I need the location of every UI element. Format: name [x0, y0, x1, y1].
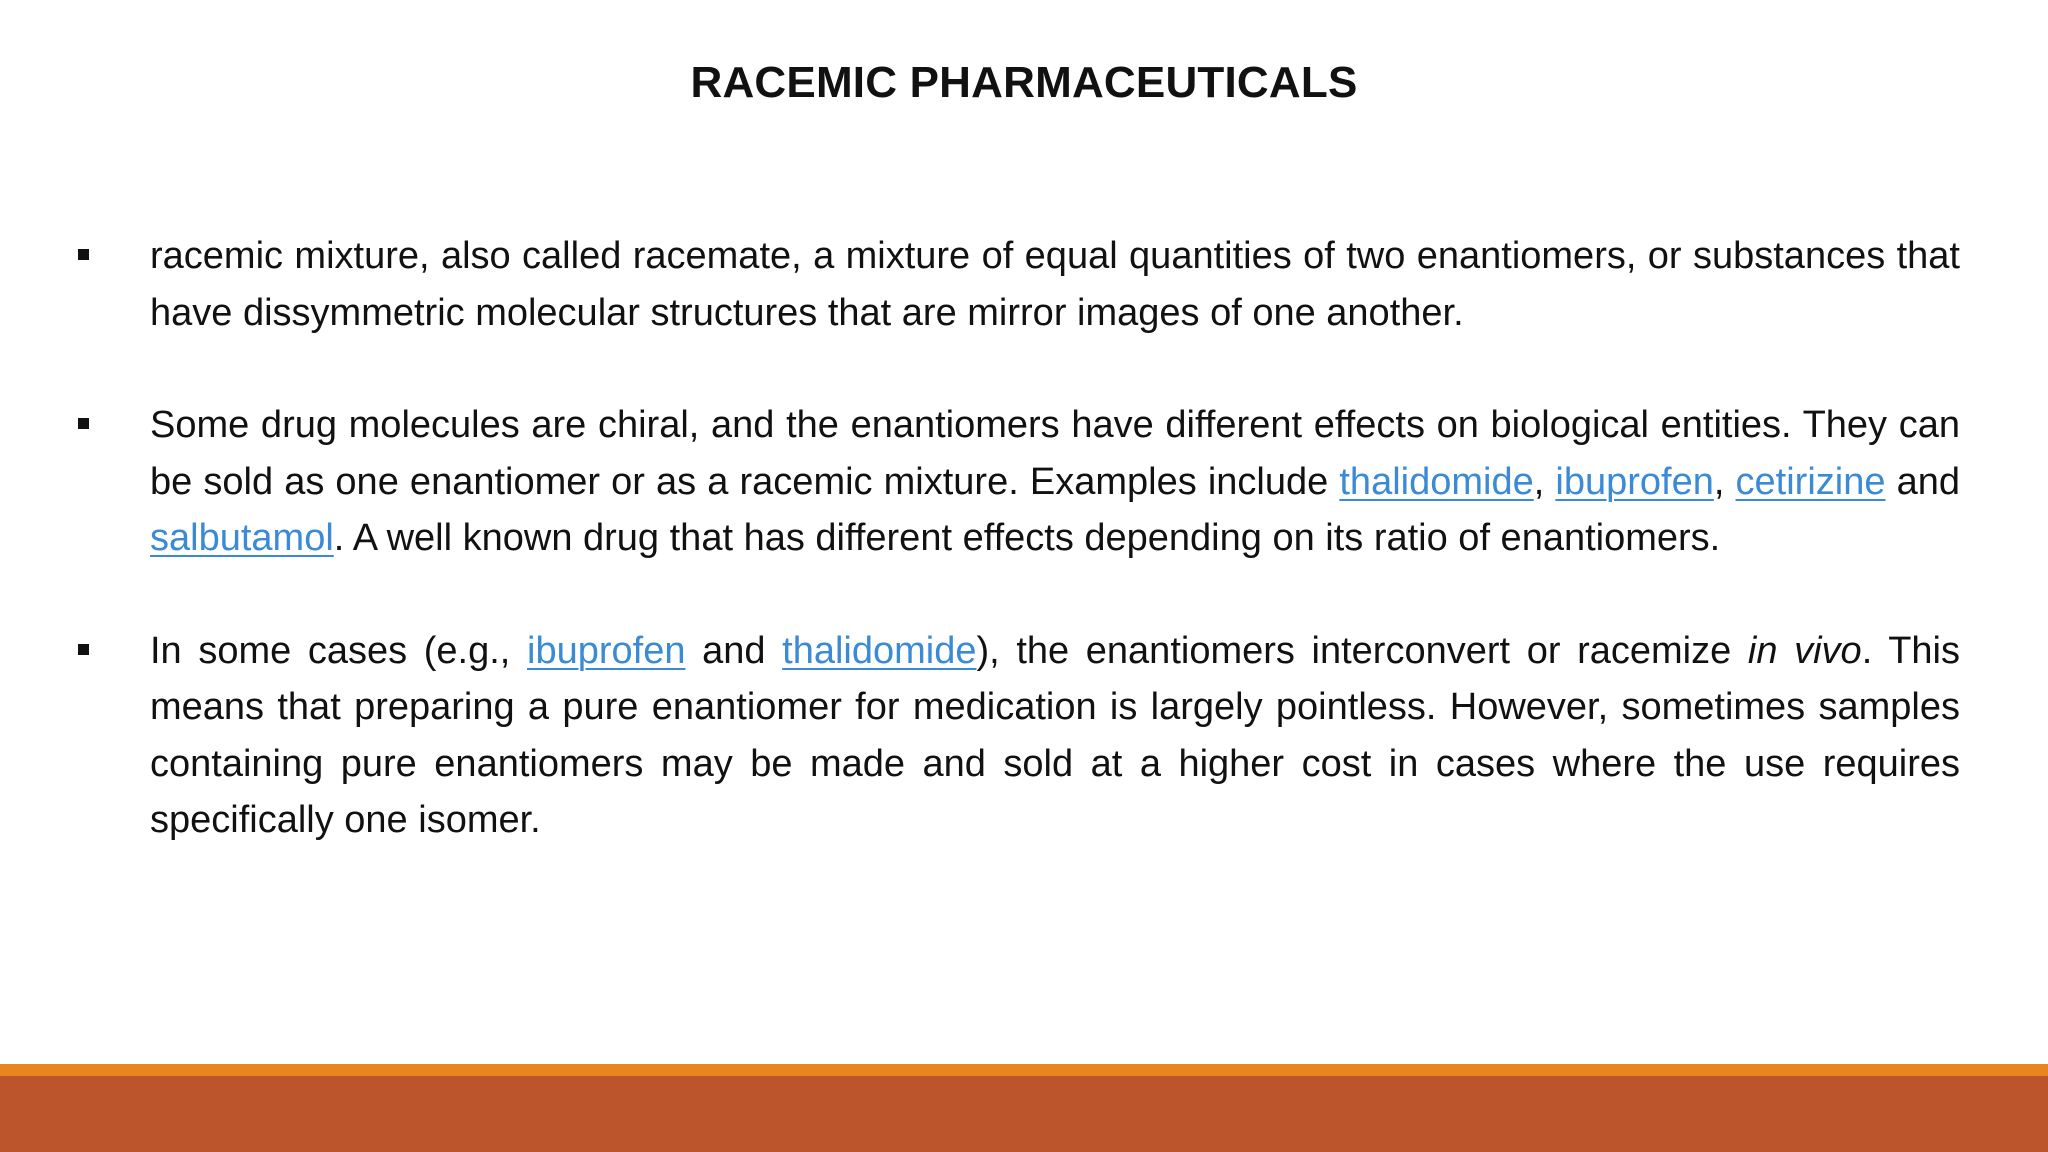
- separator-text: and: [1885, 460, 1960, 503]
- separator-text: ,: [1713, 460, 1736, 503]
- italic-in-vivo: in vivo: [1747, 629, 1862, 672]
- square-bullet-icon: [78, 418, 89, 429]
- separator-text: and: [685, 629, 783, 672]
- separator-text: ,: [1533, 460, 1556, 503]
- bullet-text: . This means that preparing a pure enantiomer for medication is largely pointless. However, sometimes samples containing pure enantiomers may be made and sold at a higher cost in cases where the use requires specifically one isomer.: [150, 629, 1960, 841]
- link-salbutamol[interactable]: salbutamol: [150, 517, 334, 559]
- bullet-chiral-drugs: [72, 397, 1960, 567]
- square-bullet-icon: [78, 249, 89, 260]
- link-ibuprofen[interactable]: ibuprofen: [1555, 460, 1714, 503]
- bullet-list: [72, 228, 1960, 905]
- bullet-interconversion: [72, 623, 1960, 849]
- link-ibuprofen[interactable]: ibuprofen: [527, 629, 686, 672]
- bullet-text: . A well known drug that has different effects depending on its ratio of enantiomers.: [333, 517, 1721, 559]
- bullet-text: In some cases (e.g.,: [150, 629, 527, 672]
- link-thalidomide[interactable]: thalidomide: [1339, 460, 1534, 503]
- bullet-racemic-mixture-definition: [72, 228, 1960, 341]
- link-thalidomide[interactable]: thalidomide: [782, 629, 977, 672]
- bullet-text: racemic mixture, also called racemate, a mixture of equal quantities of two enantiomers, or substances that have dissymmetric molecular structures that are mirror images of one another.: [150, 235, 1960, 334]
- bullet-text: ), the enantiomers interconvert or racemize: [976, 629, 1748, 672]
- link-cetirizine[interactable]: cetirizine: [1735, 460, 1886, 503]
- bullet-text: Some drug molecules are chiral, and the enantiomers have different effects on biological entities. They can be sold as one enantiomer or as a racemic mixture. Examples include: [150, 404, 1960, 503]
- footer-bar: [0, 1076, 2048, 1152]
- footer-accent-stripe: [0, 1064, 2048, 1076]
- square-bullet-icon: [78, 644, 89, 655]
- slide-title: RACEMIC PHARMACEUTICALS: [690, 58, 1358, 107]
